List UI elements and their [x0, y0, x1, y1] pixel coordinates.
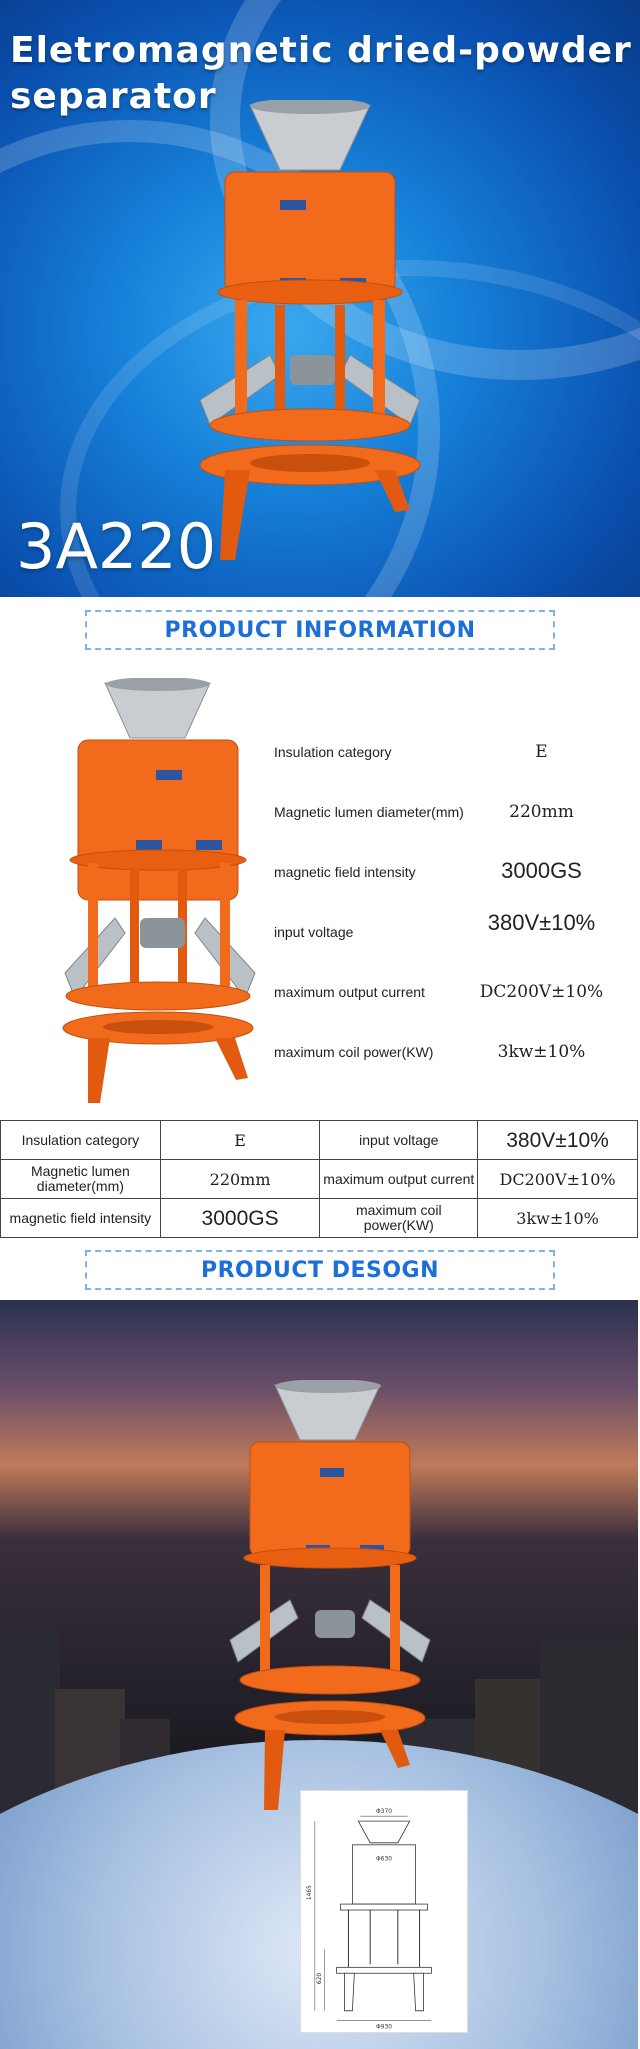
product-photo: [60, 678, 260, 1108]
table-cell: maximum output current: [320, 1160, 478, 1199]
hero-title-line1: Eletromagnetic dried-powder: [10, 30, 632, 71]
spec-row: [274, 910, 634, 948]
spec-value: 3000GS: [501, 858, 582, 883]
hero-banner: [0, 0, 640, 597]
spec-row: [274, 978, 634, 1008]
spec-label: Insulation category: [274, 744, 392, 760]
table-cell: 380V±10%: [478, 1121, 638, 1160]
spec-value: 220mm: [509, 802, 574, 822]
spec-value: DC200V±10%: [479, 982, 604, 1002]
spec-value: E: [535, 742, 548, 762]
spec-row: [274, 798, 634, 828]
section-title: PRODUCT DESOGN: [200, 1257, 439, 1283]
dimension-label: 620: [316, 1972, 323, 1985]
spec-label: maximum output current: [274, 984, 425, 1000]
table-cell: E: [160, 1121, 320, 1160]
dimension-label: Φ370: [376, 1809, 392, 1816]
table-cell: 3kw±10%: [478, 1199, 638, 1238]
table-cell: 220mm: [160, 1160, 320, 1199]
product-design-banner: [85, 1250, 555, 1290]
spec-row: [274, 738, 634, 768]
spec-value: 3kw±10%: [497, 1042, 586, 1062]
technical-drawing: [300, 1790, 468, 2033]
spec-label: input voltage: [274, 924, 354, 940]
dimension-label: Φ630: [376, 1856, 392, 1863]
model-number: 3A220: [16, 510, 217, 583]
spec-row: [274, 1038, 634, 1068]
hero-title-line2: separator: [10, 76, 217, 117]
table-cell: input voltage: [320, 1121, 478, 1160]
table-cell: maximum coil power(KW): [320, 1199, 478, 1238]
table-row: [1, 1160, 638, 1199]
dimension-label: Φ930: [376, 2024, 392, 2031]
table-row: [1, 1121, 638, 1160]
spec-label: maximum coil power(KW): [274, 1044, 434, 1060]
table-cell: magnetic field intensity: [1, 1199, 161, 1238]
separator-machine-image: [220, 1380, 440, 1820]
table-cell: 3000GS: [160, 1199, 320, 1238]
spec-label: magnetic field intensity: [274, 864, 416, 880]
table-cell: Insulation category: [1, 1121, 161, 1160]
section-title: PRODUCT INFORMATION: [164, 617, 476, 643]
product-information-banner: [85, 610, 555, 650]
spec-label: Magnetic lumen diameter(mm): [274, 804, 464, 820]
spec-value: 380V±10%: [487, 910, 596, 935]
spec-table: [0, 1120, 638, 1238]
dimension-label: 1465: [306, 1885, 313, 1901]
table-cell: Magnetic lumen diameter(mm): [1, 1160, 161, 1199]
table-cell: DC200V±10%: [478, 1160, 638, 1199]
separator-machine-image: [180, 100, 440, 570]
spec-row: [274, 858, 634, 888]
table-row: [1, 1199, 638, 1238]
